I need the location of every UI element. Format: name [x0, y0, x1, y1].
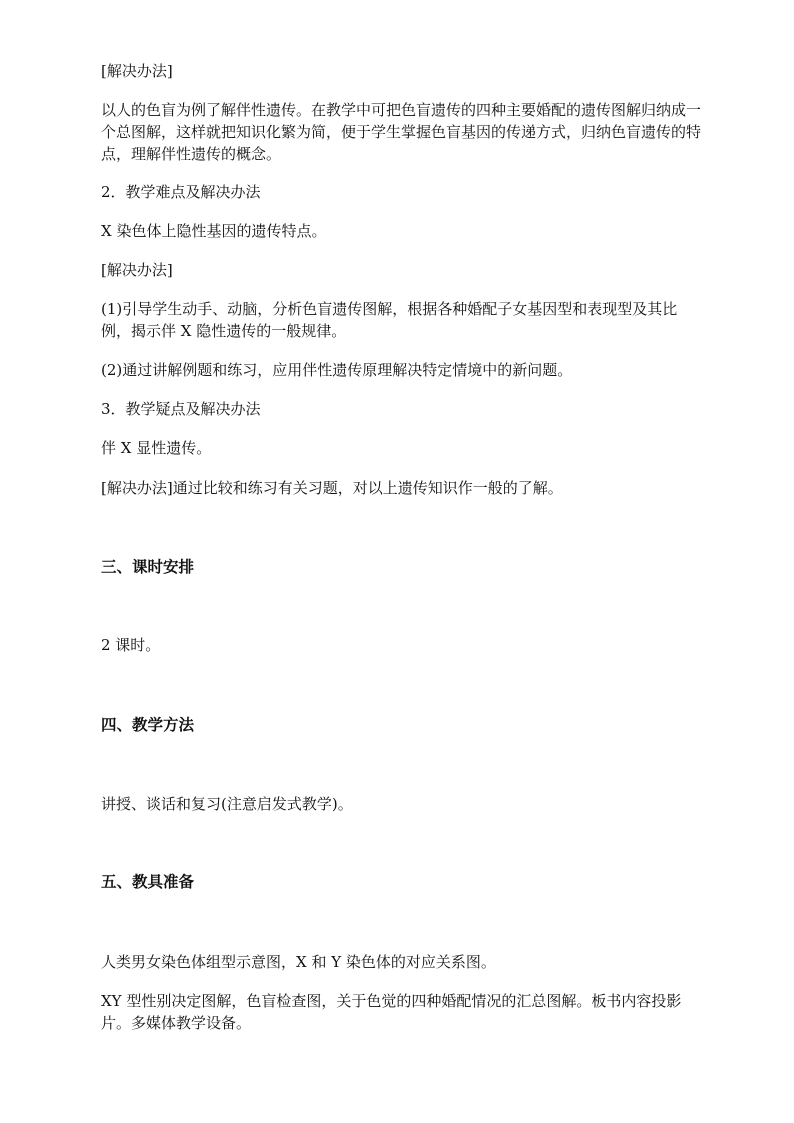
materials-paragraph-2: XY 型性别决定图解，色盲检查图，关于色觉的四种婚配情况的汇总图解。板书内容投影片。多媒体教学设备。 [101, 992, 682, 1032]
section-heading-materials: 五、教具准备 [101, 873, 195, 891]
section-heading-schedule: 三、课时安排 [101, 558, 195, 576]
doubt-subheading: 3．教学疑点及解决办法 [101, 400, 261, 418]
schedule-paragraph: 2 课时。 [101, 636, 161, 654]
solution-label: [解决办法] [101, 62, 173, 80]
solution-label: [解决办法] [101, 261, 173, 279]
section-heading-methods: 四、教学方法 [101, 716, 195, 734]
doubt-paragraph: 伴 X 显性遗传。 [101, 439, 212, 457]
solution-item-2: (2)通过讲解例题和练习，应用伴性遗传原理解决特定情境中的新问题。 [101, 361, 573, 379]
materials-paragraph-1: 人类男女染色体组型示意图，X 和 Y 染色体的对应关系图。 [101, 953, 496, 971]
solution-paragraph: 以人的色盲为例了解伴性遗传。在教学中可把色盲遗传的四种主要婚配的遗传图解归纳成一个总图解，这样就把知识化繁为简，便于学生掌握色盲基因的传递方式，归纳色盲遗传的特点，理解伴性遗传的概念。 [101, 101, 702, 163]
doubt-solution-paragraph: [解决办法]通过比较和练习有关习题，对以上遗传知识作一般的了解。 [101, 479, 563, 497]
difficulty-subheading: 2．教学难点及解决办法 [101, 183, 261, 201]
solution-item-1: (1)引导学生动手、动脑，分析色盲遗传图解，根据各种婚配子女基因型和表现型及其比例，揭示伴 X 隐性遗传的一般规律。 [101, 300, 678, 340]
methods-paragraph: 讲授、谈话和复习(注意启发式教学)。 [101, 795, 353, 813]
difficulty-paragraph: X 染色体上隐性基因的遗传特点。 [101, 222, 327, 240]
